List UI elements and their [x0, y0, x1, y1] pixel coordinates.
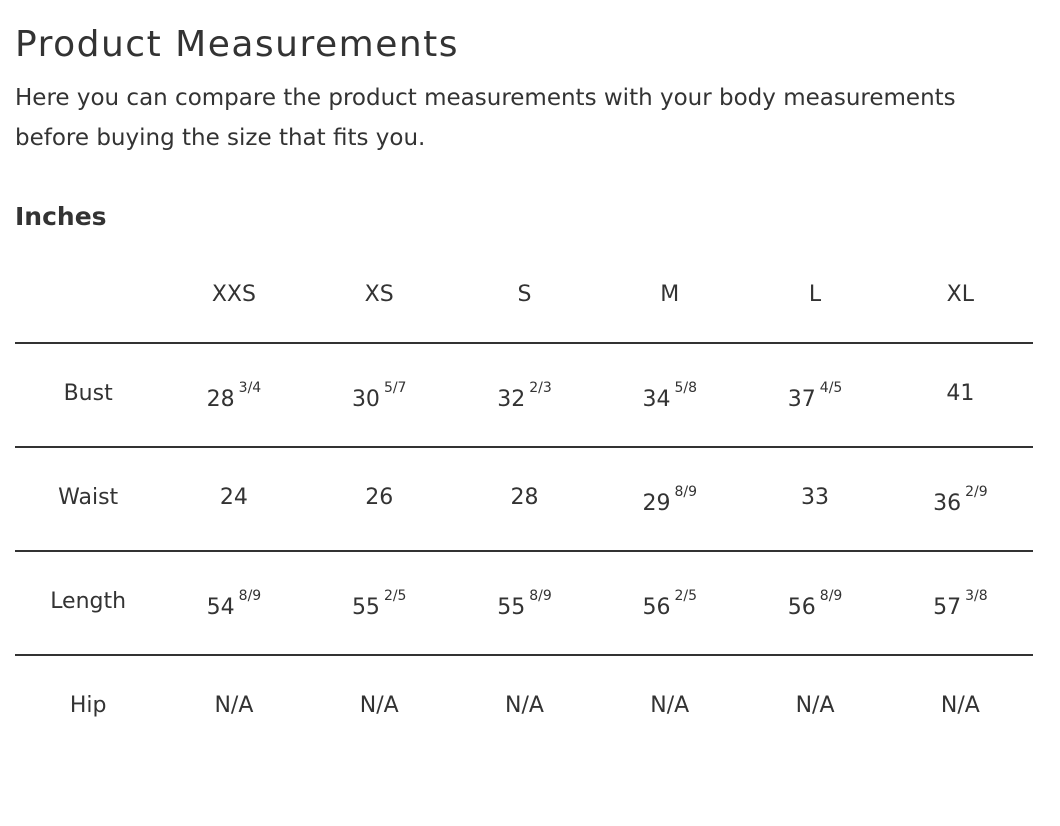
- cell-whole-value: 30: [351, 387, 380, 413]
- table-cell: [597, 447, 742, 551]
- table-cell: [597, 551, 742, 655]
- column-header-s: S: [452, 246, 597, 343]
- table-cell: [742, 655, 887, 758]
- cell-whole-value: 55: [351, 595, 380, 621]
- cell-whole-value: N/A: [795, 692, 835, 718]
- table-cell: [888, 551, 1033, 655]
- cell-fraction-value: 3/4: [238, 379, 262, 396]
- column-header-empty: [15, 246, 161, 343]
- cell-fraction-value: 8/9: [529, 587, 552, 604]
- cell-fraction-value: 4/5: [819, 379, 843, 396]
- table-cell: [452, 343, 597, 447]
- cell-whole-value: 24: [219, 484, 248, 510]
- cell-whole-value: 36: [933, 491, 962, 517]
- cell-whole-value: N/A: [650, 692, 690, 718]
- table-cell: [161, 447, 306, 551]
- cell-whole-value: 57: [933, 595, 962, 621]
- cell-whole-value: N/A: [359, 692, 399, 718]
- table-cell: [161, 551, 306, 655]
- table-cell: [888, 447, 1033, 551]
- unit-heading: Inches: [15, 202, 107, 231]
- cell-fraction-value: 2/5: [383, 587, 407, 604]
- row-label: Length: [15, 551, 161, 655]
- row-label: Waist: [15, 447, 161, 551]
- table-cell: [742, 447, 887, 551]
- cell-whole-value: 54: [206, 595, 235, 621]
- table-row-bust: [15, 343, 1033, 447]
- table-cell: [307, 343, 452, 447]
- cell-fraction-value: 8/9: [674, 483, 698, 500]
- table-row-length: [15, 551, 1033, 655]
- table-cell: [161, 655, 306, 758]
- table-cell: [888, 655, 1033, 758]
- table-cell: [597, 655, 742, 758]
- cell-fraction-value: 8/9: [238, 587, 262, 604]
- table-row-waist: [15, 447, 1033, 551]
- table-row-hip: [15, 655, 1033, 758]
- table-cell: [452, 655, 597, 758]
- cell-whole-value: 34: [642, 387, 671, 413]
- column-header-xs: XS: [307, 246, 452, 343]
- table-cell: [307, 551, 452, 655]
- column-header-m: M: [597, 246, 742, 343]
- column-header-xxs: XXS: [161, 246, 306, 343]
- table-cell: [307, 447, 452, 551]
- cell-whole-value: 26: [365, 484, 394, 510]
- cell-fraction-value: 2/3: [529, 379, 552, 396]
- size-chart-table: [15, 246, 1033, 758]
- table-cell: [597, 343, 742, 447]
- page-description: Here you can compare the product measurements with your body measurements before buying the size that fits you.: [15, 85, 956, 151]
- cell-whole-value: N/A: [940, 692, 980, 718]
- cell-whole-value: N/A: [214, 692, 254, 718]
- cell-fraction-value: 2/5: [674, 587, 698, 604]
- cell-whole-value: 37: [787, 387, 816, 413]
- cell-whole-value: 41: [946, 380, 975, 406]
- cell-whole-value: 28: [206, 387, 235, 413]
- cell-fraction-value: 5/7: [383, 379, 407, 396]
- cell-fraction-value: 3/8: [965, 587, 988, 604]
- cell-whole-value: 55: [497, 595, 526, 621]
- cell-whole-value: 32: [497, 387, 526, 413]
- table-cell: [307, 655, 452, 758]
- cell-whole-value: N/A: [505, 692, 544, 718]
- table-cell: [161, 343, 306, 447]
- column-header-xl: XL: [888, 246, 1033, 343]
- cell-whole-value: 56: [787, 595, 816, 621]
- cell-whole-value: 28: [510, 484, 539, 510]
- cell-whole-value: 56: [642, 595, 671, 621]
- row-label: Bust: [15, 343, 161, 447]
- cell-fraction-value: 5/8: [674, 379, 698, 396]
- table-cell: [452, 551, 597, 655]
- table-header-row: [15, 246, 1033, 343]
- table-cell: [742, 551, 887, 655]
- row-label: Hip: [69, 692, 107, 718]
- page-title: Product Measurements: [15, 24, 460, 65]
- table-cell: [742, 343, 887, 447]
- cell-fraction-value: 2/9: [965, 483, 988, 500]
- cell-fraction-value: 8/9: [819, 587, 843, 604]
- cell-whole-value: 33: [801, 484, 830, 510]
- table-cell: [452, 447, 597, 551]
- table-cell: [888, 343, 1033, 447]
- column-header-l: L: [742, 246, 887, 343]
- cell-whole-value: 29: [642, 491, 671, 517]
